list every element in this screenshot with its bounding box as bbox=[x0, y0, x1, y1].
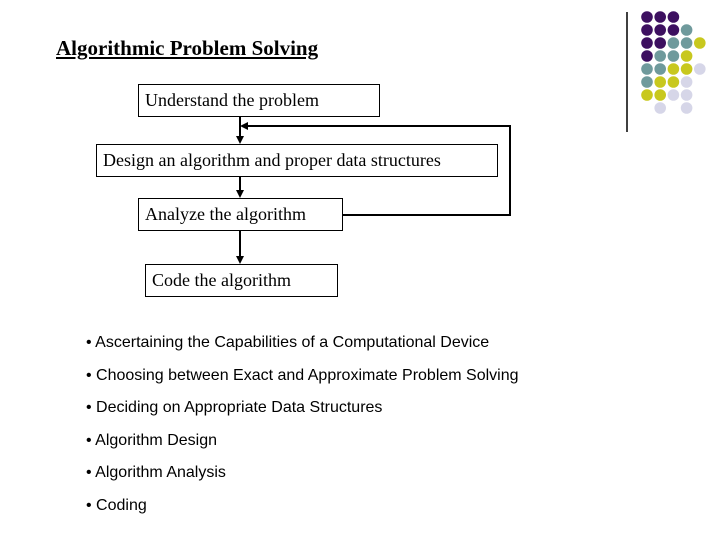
decor-dot bbox=[681, 102, 693, 114]
decor-dot bbox=[668, 24, 680, 36]
decor-dot bbox=[641, 37, 653, 49]
decor-dot bbox=[641, 76, 653, 88]
bullet-item: • Choosing between Exact and Approximate Problem Solving bbox=[86, 366, 519, 384]
dot-grid-decoration bbox=[641, 11, 705, 114]
flow-step-code: Code the algorithm bbox=[145, 264, 338, 297]
flow-connectors bbox=[240, 116, 510, 258]
decor-dot bbox=[668, 76, 680, 88]
decor-dot bbox=[668, 89, 680, 101]
decor-dot bbox=[641, 63, 653, 75]
decor-dot bbox=[681, 37, 693, 49]
slide-title: Algorithmic Problem Solving bbox=[56, 36, 319, 60]
decor-dot bbox=[681, 76, 693, 88]
decor-dot bbox=[681, 89, 693, 101]
flow-step-design: Design an algorithm and proper data structures bbox=[96, 144, 498, 177]
decor-dot bbox=[668, 11, 680, 23]
decor-dot bbox=[668, 37, 680, 49]
decor-dot bbox=[654, 89, 666, 101]
bullet-item: • Coding bbox=[86, 496, 147, 514]
decor-dot bbox=[641, 11, 653, 23]
decor-dot bbox=[654, 50, 666, 62]
decor-dot bbox=[641, 89, 653, 101]
decor-dot bbox=[654, 63, 666, 75]
decor-dot bbox=[654, 102, 666, 114]
decor-dot bbox=[654, 24, 666, 36]
flow-step-analyze: Analyze the algorithm bbox=[138, 198, 343, 231]
decor-dot bbox=[641, 50, 653, 62]
decor-dot bbox=[681, 50, 693, 62]
decor-dot bbox=[694, 63, 706, 75]
decor-dot bbox=[668, 63, 680, 75]
bullet-item: • Algorithm Analysis bbox=[86, 464, 226, 481]
bullet-item: • Algorithm Design bbox=[86, 431, 217, 449]
decor-dot bbox=[694, 37, 706, 49]
bullet-item: • Ascertaining the Capabilities of a Computational Device bbox=[86, 334, 490, 351]
decor-dot bbox=[641, 24, 653, 36]
bullet-item: • Deciding on Appropriate Data Structures bbox=[86, 399, 383, 416]
decor-dot bbox=[654, 76, 666, 88]
decor-dot bbox=[681, 63, 693, 75]
bullet-list bbox=[86, 334, 519, 529]
decor-dot bbox=[681, 24, 693, 36]
decor-dot bbox=[654, 37, 666, 49]
decor-dot bbox=[654, 11, 666, 23]
flow-step-understand: Understand the problem bbox=[138, 84, 380, 117]
decor-dot bbox=[668, 50, 680, 62]
